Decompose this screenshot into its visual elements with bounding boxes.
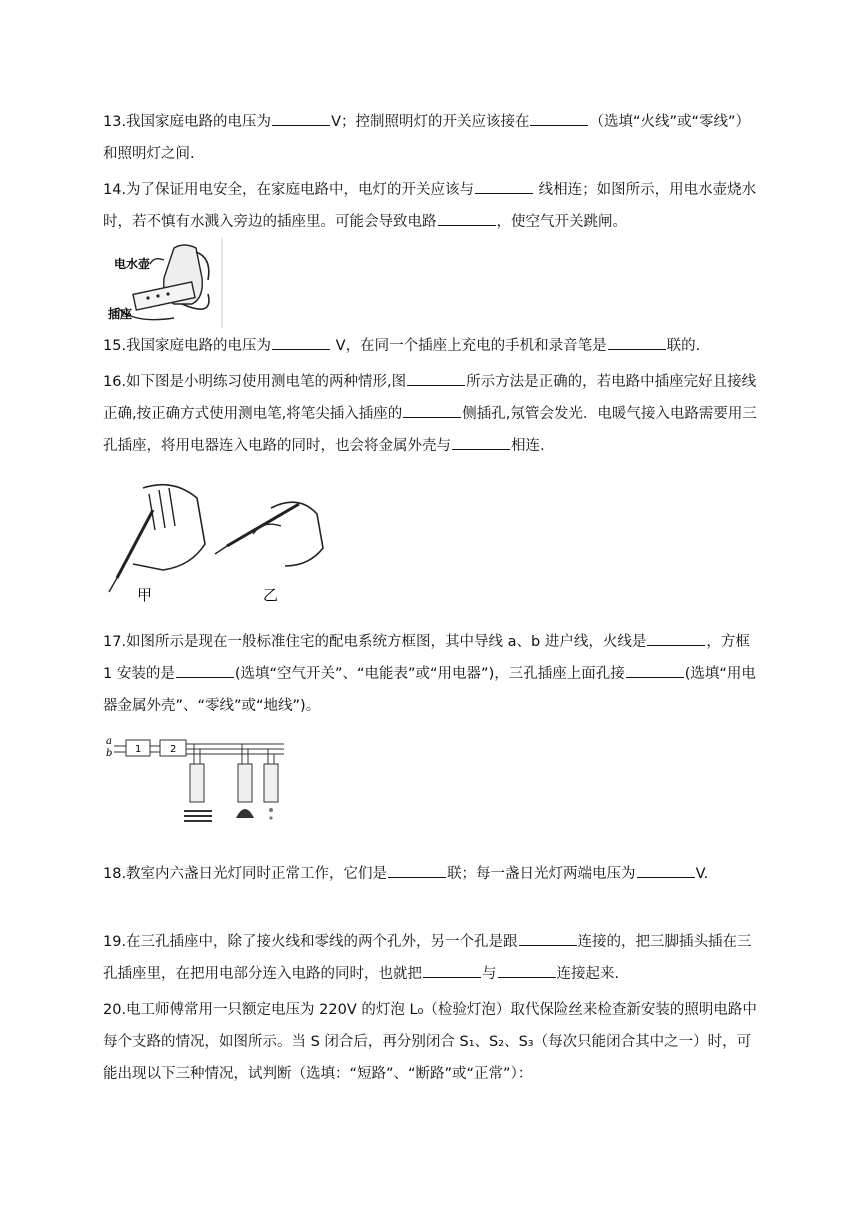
question-text: 19.在三孔插座中，除了接火线和零线的两个孔外，另一个孔是跟 [103, 934, 518, 950]
answer-blank[interactable] [498, 963, 556, 978]
answer-blank[interactable] [272, 111, 330, 126]
question-text: 线相连；如图所示，用电水壶烧水时，若不慎有水溅入旁边的插座里。可能会导致电路 [103, 182, 757, 230]
question-text: 与 [482, 966, 497, 982]
question-15 [103, 330, 763, 362]
question-text: 所示方法是正确的，若电路中插座完好且接线正确,按正确方式使用测电笔,将笔尖插入插座的 [103, 374, 757, 422]
question-text: ，方框 1 安装的是 [103, 634, 750, 682]
question-text: 20.电工师傅常用一只额定电压为 220V 的灯泡 L₀（检验灯泡）取代保险丝来检查新安装的照明电路中每个支路的情况，如图所示。当 S 闭合后，再分别闭合 S₁、S₂、S₃（每次只能闭合其中之一）时，可能出现以下三种情况，试判断（选填：“短路”、“断路”或“正常”）： [103, 1002, 757, 1082]
test-pen-figure [103, 474, 333, 604]
answer-blank[interactable] [626, 663, 684, 678]
label-socket: 插座 [108, 307, 133, 321]
answer-blank[interactable] [452, 435, 510, 450]
question-text: 联；每一盏日光灯两端电压为 [447, 866, 636, 882]
question-text: 相连. [511, 438, 545, 454]
answer-blank[interactable] [272, 335, 330, 350]
answer-blank[interactable] [176, 663, 234, 678]
answer-blank[interactable] [637, 863, 695, 878]
distribution-diagram [104, 734, 304, 826]
question-13 [103, 106, 763, 170]
answer-blank[interactable] [438, 211, 496, 226]
question-text: 17.如图所示是现在一般标准住宅的配电系统方框图，其中导线 a、b 进户线，火线是 [103, 634, 647, 650]
question-text: V，在同一个插座上充电的手机和录音笔是 [331, 338, 607, 354]
answer-blank[interactable] [530, 111, 588, 126]
label-b: b [106, 748, 113, 759]
question-text: V；控制照明灯的开关应该接在 [331, 114, 530, 130]
label-jia: 甲 [137, 586, 153, 604]
question-text: 连接的，把三脚插头插在三孔插座里，在把用电部分连入电路的同时，也就把 [103, 934, 752, 982]
question-16 [103, 366, 763, 462]
label-kettle: 电水壶 [114, 257, 151, 271]
question-text: (选填“用电器金属外壳”、“零线”或“地线”)。 [103, 666, 756, 714]
label-a: a [106, 736, 112, 747]
answer-blank[interactable] [423, 963, 481, 978]
box-1: 1 [135, 744, 142, 755]
label-yi: 乙 [263, 586, 279, 604]
question-text: 18.教室内六盏日光灯同时正常工作，它们是 [103, 866, 388, 882]
answer-blank[interactable] [388, 863, 446, 878]
box-2: 2 [170, 744, 177, 755]
answer-blank[interactable] [519, 931, 577, 946]
question-19 [103, 926, 763, 990]
answer-blank[interactable] [403, 403, 461, 418]
question-text: 14.为了保证用电安全，在家庭电路中，电灯的开关应该与 [103, 182, 475, 198]
question-text: 16.如下图是小明练习使用测电笔的两种情形,图 [103, 374, 407, 390]
question-text: 13.我国家庭电路的电压为 [103, 114, 272, 130]
question-text: ，使空气开关跳闸。 [496, 214, 627, 230]
kettle-socket-figure [104, 238, 242, 330]
question-text: 侧插孔,氖管会发光．电暖气接入电路需要用三孔插座，将用电器连入电路的同时，也会将金属外壳与 [103, 406, 757, 454]
question-20 [103, 994, 763, 1090]
answer-blank[interactable] [647, 631, 705, 646]
question-17 [103, 626, 763, 722]
question-text: 连接起来. [556, 966, 620, 982]
answer-blank[interactable] [608, 335, 666, 350]
question-text: 15.我国家庭电路的电压为 [103, 338, 272, 354]
question-text: （选填“火线”或“零线”）和照明灯之间. [103, 114, 751, 162]
question-18 [103, 858, 763, 890]
question-14 [103, 174, 763, 238]
question-text: 联的. [666, 338, 701, 354]
question-text: (选填“空气开关”、“电能表”或“用电器”)，三孔插座上面孔接 [234, 666, 625, 682]
answer-blank[interactable] [407, 371, 465, 386]
question-text: V. [695, 866, 709, 882]
answer-blank[interactable] [475, 179, 533, 194]
